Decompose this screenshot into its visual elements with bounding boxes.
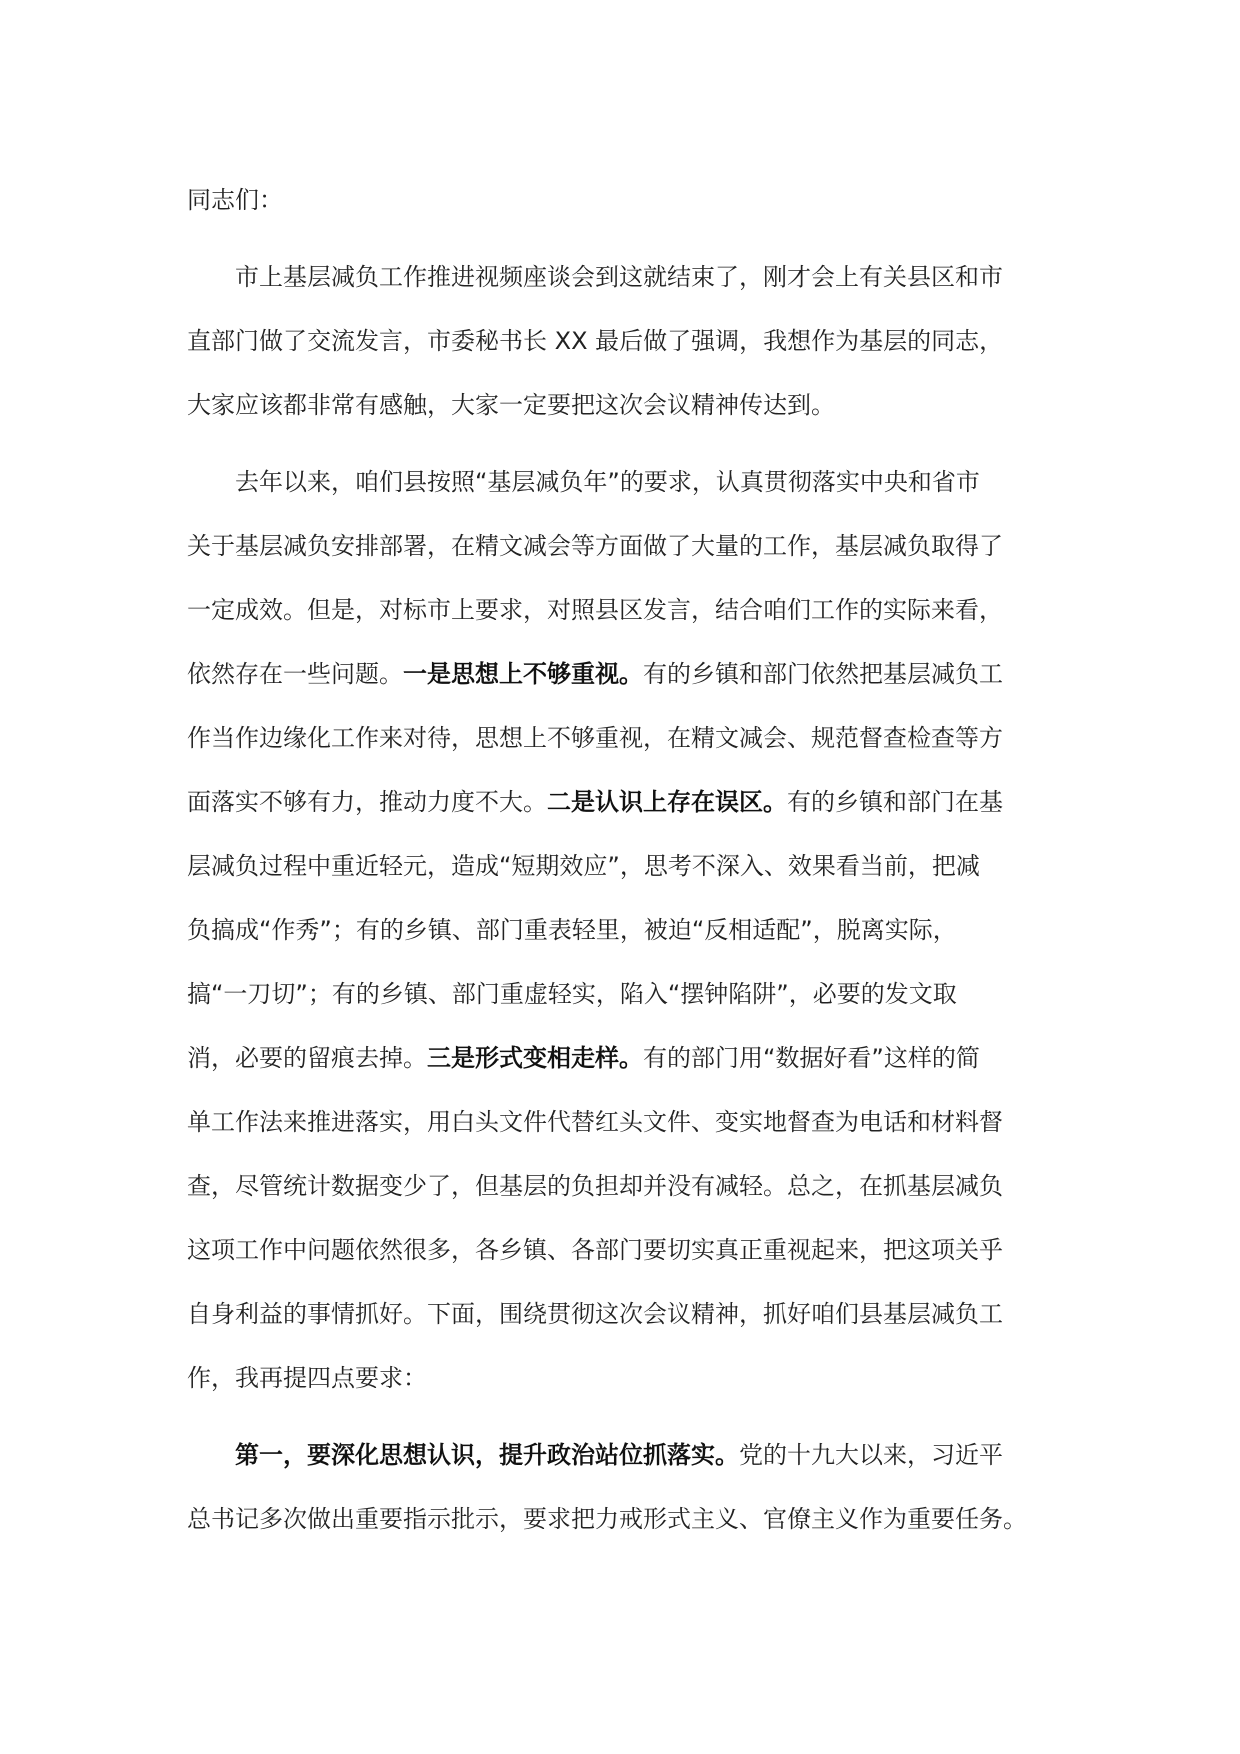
paragraph-2	[187, 450, 1067, 1410]
paragraph-2-text: 有的部门用“数据好看”这样的简	[643, 1044, 980, 1072]
paragraph-2-text: 依然存在一些问题。	[187, 660, 403, 688]
paragraph-3-text: 党的十九大以来，习近平	[739, 1441, 1003, 1469]
paragraph-2-line: 一定成效。但是，对标市上要求，对照县区发言，结合咱们工作的实际来看，	[187, 596, 1003, 624]
paragraph-1-line: 市上基层减负工作推进视频座谈会到这就结束了，刚才会上有关县区和市	[235, 263, 1003, 291]
paragraph-2-line: 去年以来，咱们县按照“基层减负年”的要求，认真贯彻落实中央和省市	[235, 468, 980, 496]
paragraph-2-line: 负搞成“作秀”；有的乡镇、部门重表轻里，被迫“反相适配”，脱离实际，	[187, 916, 957, 944]
paragraph-2-line	[187, 642, 1067, 706]
paragraph-2-text: 消，必要的留痕去掉。	[187, 1044, 427, 1072]
paragraph-2-line: 作，我再提四点要求：	[187, 1364, 427, 1392]
paragraph-2-line	[187, 1026, 1067, 1090]
paragraph-3-line	[187, 1423, 1067, 1487]
paragraph-2-line: 关于基层减负安排部署，在精文减会等方面做了大量的工作，基层减负取得了	[187, 532, 1003, 560]
paragraph-2-line	[187, 770, 1067, 834]
paragraph-2-text: 面落实不够有力，推动力度不大。	[187, 788, 547, 816]
paragraph-2-line: 自身利益的事情抓好。下面，围绕贯彻这次会议精神，抓好咱们县基层减负工	[187, 1300, 1003, 1328]
paragraph-1-line: 直部门做了交流发言，市委秘书长 XX 最后做了强调，我想作为基层的同志，	[187, 327, 1004, 355]
paragraph-2-text: 有的乡镇和部门在基	[787, 788, 1003, 816]
point-three-heading: 三是形式变相走样。	[427, 1044, 643, 1072]
salutation: 同志们：	[187, 186, 283, 214]
paragraph-2-line: 层减负过程中重近轻元，造成“短期效应”，思考不深入、效果看当前，把减	[187, 852, 980, 880]
paragraph-3-line: 总书记多次做出重要指示批示，要求把力戒形式主义、官僚主义作为重要任务。	[187, 1505, 1027, 1533]
paragraph-2-line: 查，尽管统计数据变少了，但基层的负担却并没有减轻。总之，在抓基层减负	[187, 1172, 1003, 1200]
paragraph-2-line: 作当作边缘化工作来对待，思想上不够重视，在精文减会、规范督查检查等方	[187, 724, 1003, 752]
point-two-heading: 二是认识上存在误区。	[547, 788, 787, 816]
paragraph-2-text: 有的乡镇和部门依然把基层减负工	[643, 660, 1003, 688]
paragraph-2-line: 单工作法来推进落实，用白头文件代替红头文件、变实地督查为电话和材料督	[187, 1108, 1003, 1136]
paragraph-3	[187, 1423, 1067, 1551]
paragraph-2-line: 搞“一刀切”；有的乡镇、部门重虚轻实，陷入“摆钟陷阱”，必要的发文取	[187, 980, 957, 1008]
section-one-heading: 第一，要深化思想认识，提升政治站位抓落实。	[235, 1441, 739, 1469]
point-one-heading: 一是思想上不够重视。	[403, 660, 643, 688]
document-body	[187, 168, 1067, 1564]
paragraph-1-line: 大家应该都非常有感触，大家一定要把这次会议精神传达到。	[187, 391, 835, 419]
paragraph-2-line: 这项工作中问题依然很多，各乡镇、各部门要切实真正重视起来，把这项关乎	[187, 1236, 1003, 1264]
paragraph-1	[187, 245, 1067, 437]
